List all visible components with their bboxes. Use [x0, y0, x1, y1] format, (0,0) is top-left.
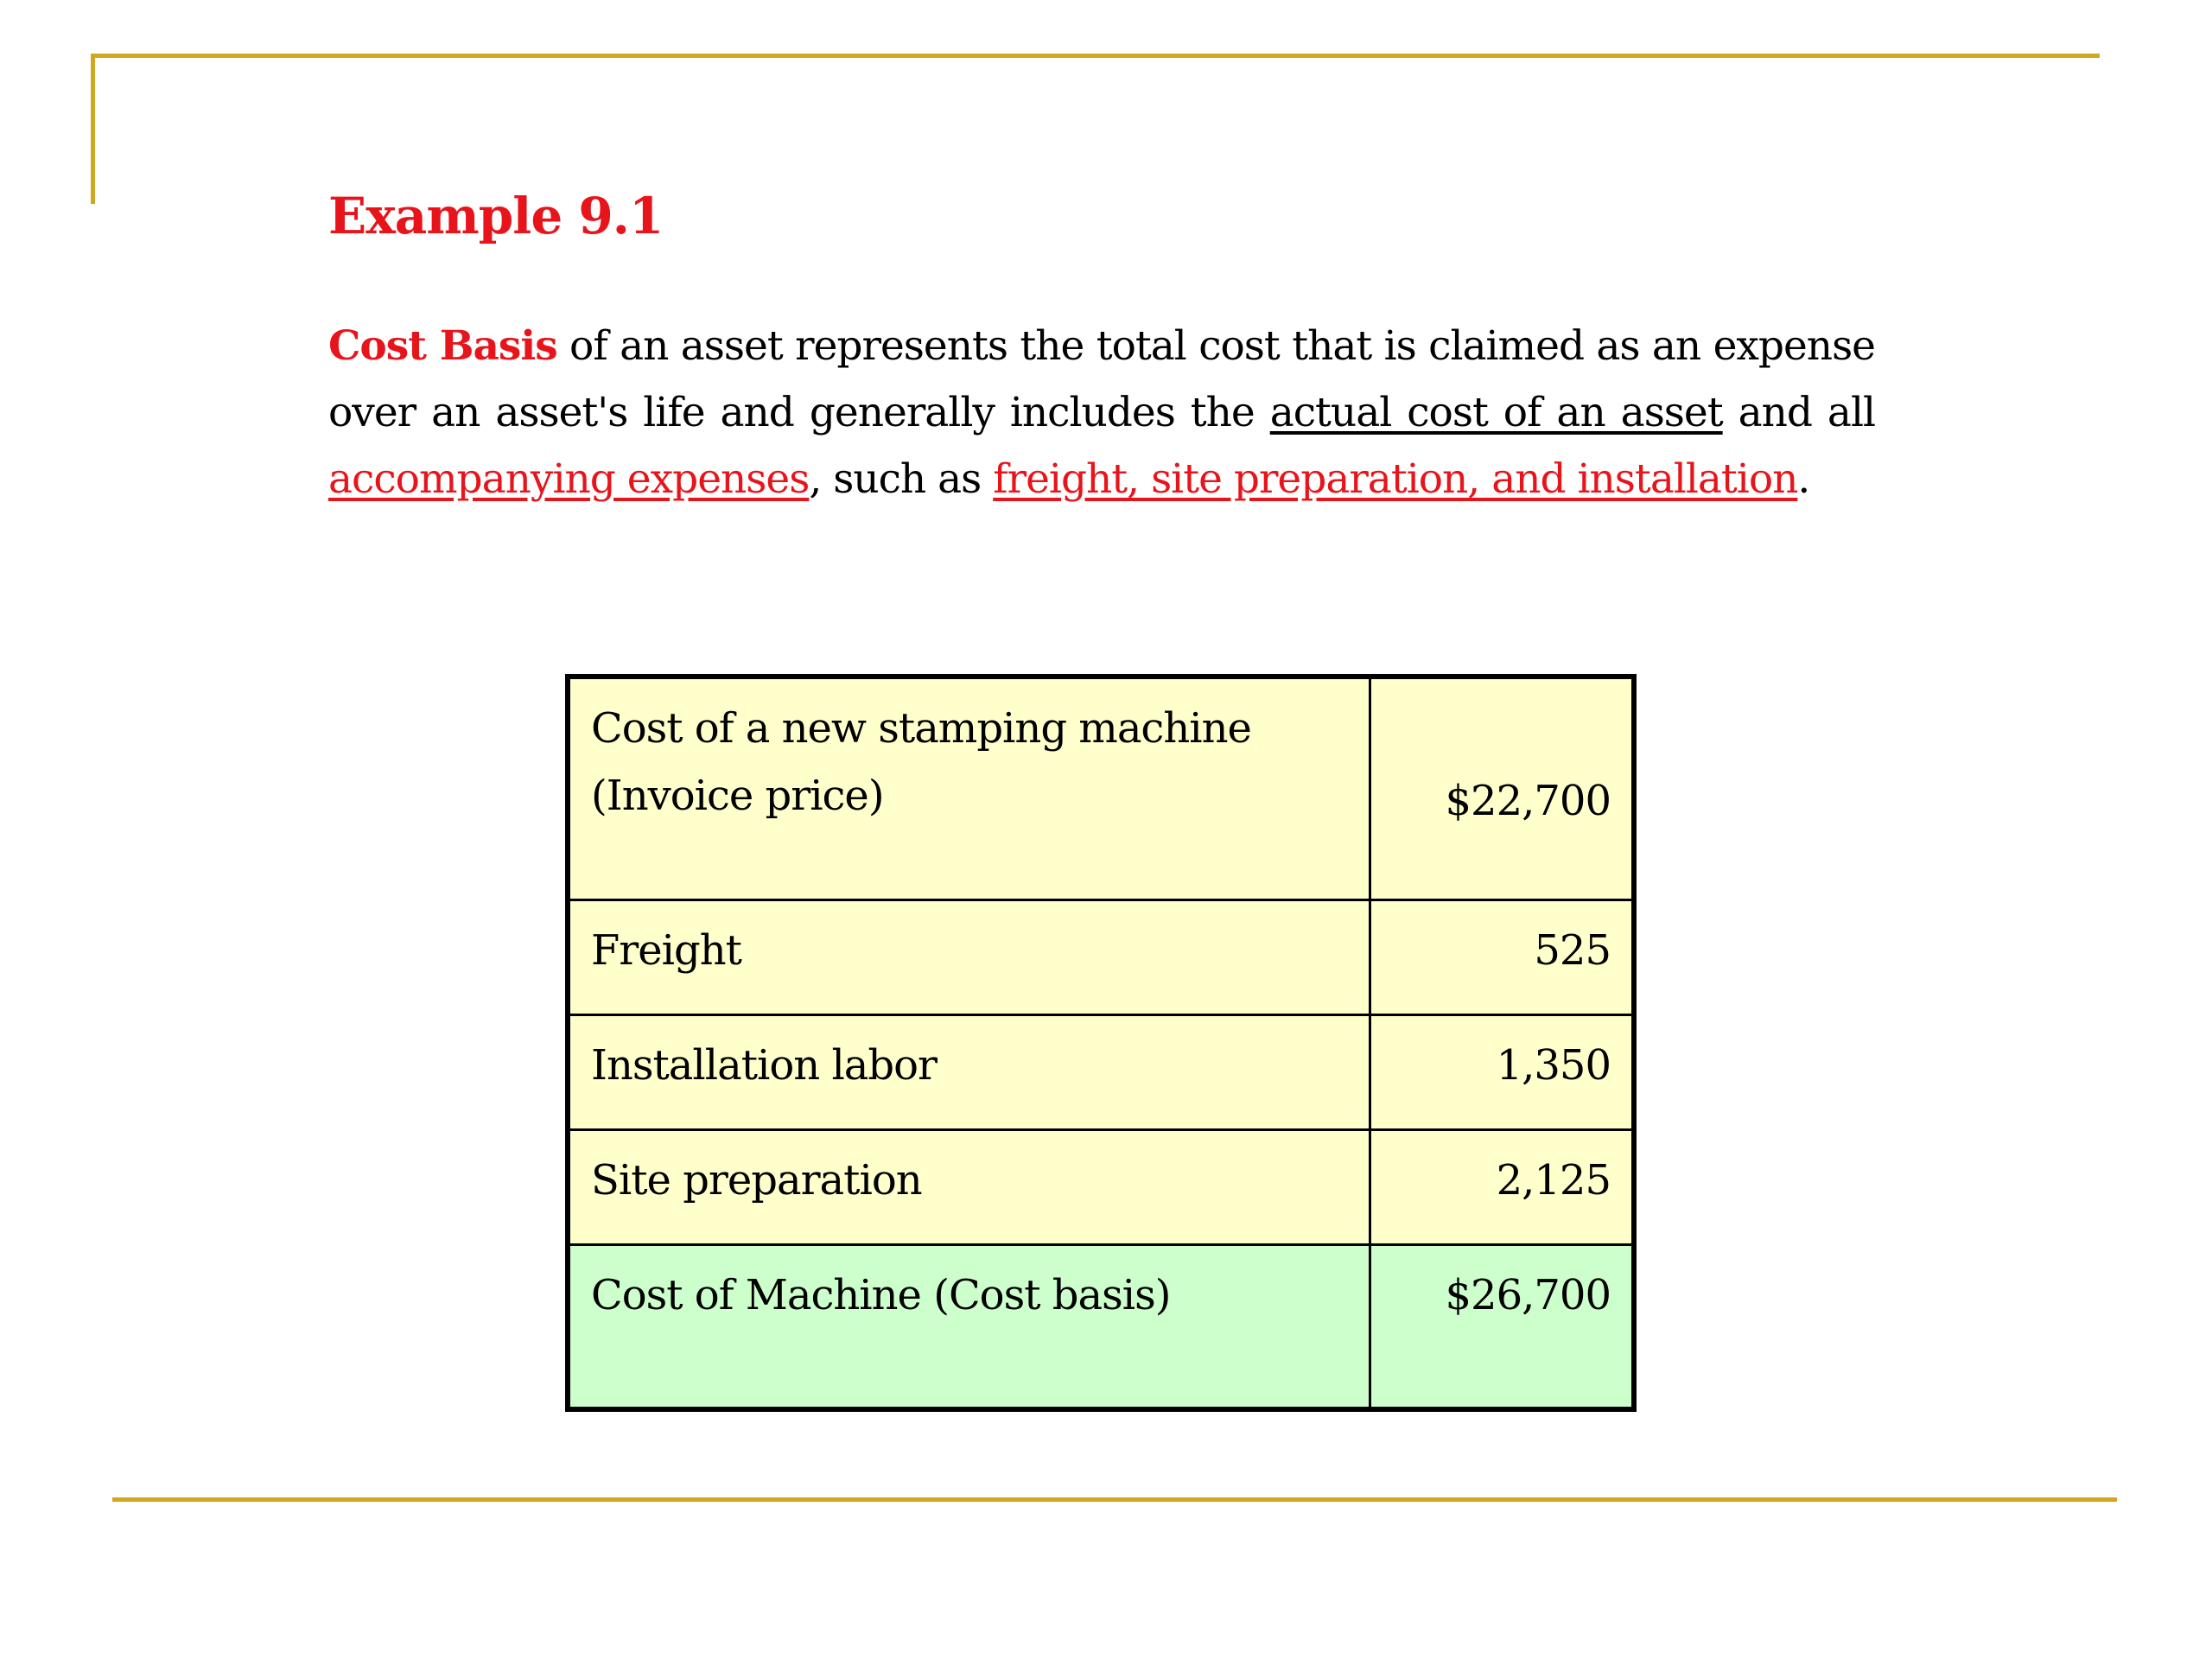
row-label — [568, 677, 1370, 899]
table-row — [568, 1014, 1634, 1129]
underlined-accompanying-expenses: accompanying expenses — [328, 455, 810, 503]
row-label: Site preparation — [568, 1129, 1370, 1244]
row-value: 2,125 — [1370, 1129, 1635, 1244]
table-row — [568, 1129, 1634, 1244]
total-row — [568, 1244, 1634, 1409]
underlined-actual-cost: actual cost of an asset — [1269, 389, 1723, 436]
definition-text: , such as — [809, 455, 994, 503]
definition-text: and all — [1722, 389, 1876, 436]
definition-text: of an asset represents the total cost that is claimed as an expense over an asset's life and generally includes the — [328, 322, 1875, 436]
bottom-rule — [112, 1497, 2117, 1502]
table-row — [568, 677, 1634, 899]
slide-title: Example 9.1 — [328, 187, 664, 245]
row-label-line: Cost of a new stamping machine — [591, 704, 1251, 753]
row-value: 1,350 — [1370, 1014, 1635, 1129]
underlined-examples: freight, site preparation, and installation — [993, 455, 1798, 503]
definition-paragraph — [328, 313, 1875, 512]
top-rule — [91, 54, 2100, 58]
total-value: $26,700 — [1370, 1244, 1635, 1409]
cost-basis-table — [565, 674, 1637, 1412]
table-row — [568, 899, 1634, 1014]
row-label-line: (Invoice price) — [591, 772, 884, 820]
definition-text: . — [1797, 455, 1810, 503]
row-value: 525 — [1370, 899, 1635, 1014]
total-label: Cost of Machine (Cost basis) — [568, 1244, 1370, 1409]
row-label: Installation labor — [568, 1014, 1370, 1129]
row-value: $22,700 — [1370, 677, 1635, 899]
definition-term: Cost Basis — [328, 322, 557, 370]
row-label: Freight — [568, 899, 1370, 1014]
left-rule — [91, 54, 95, 204]
